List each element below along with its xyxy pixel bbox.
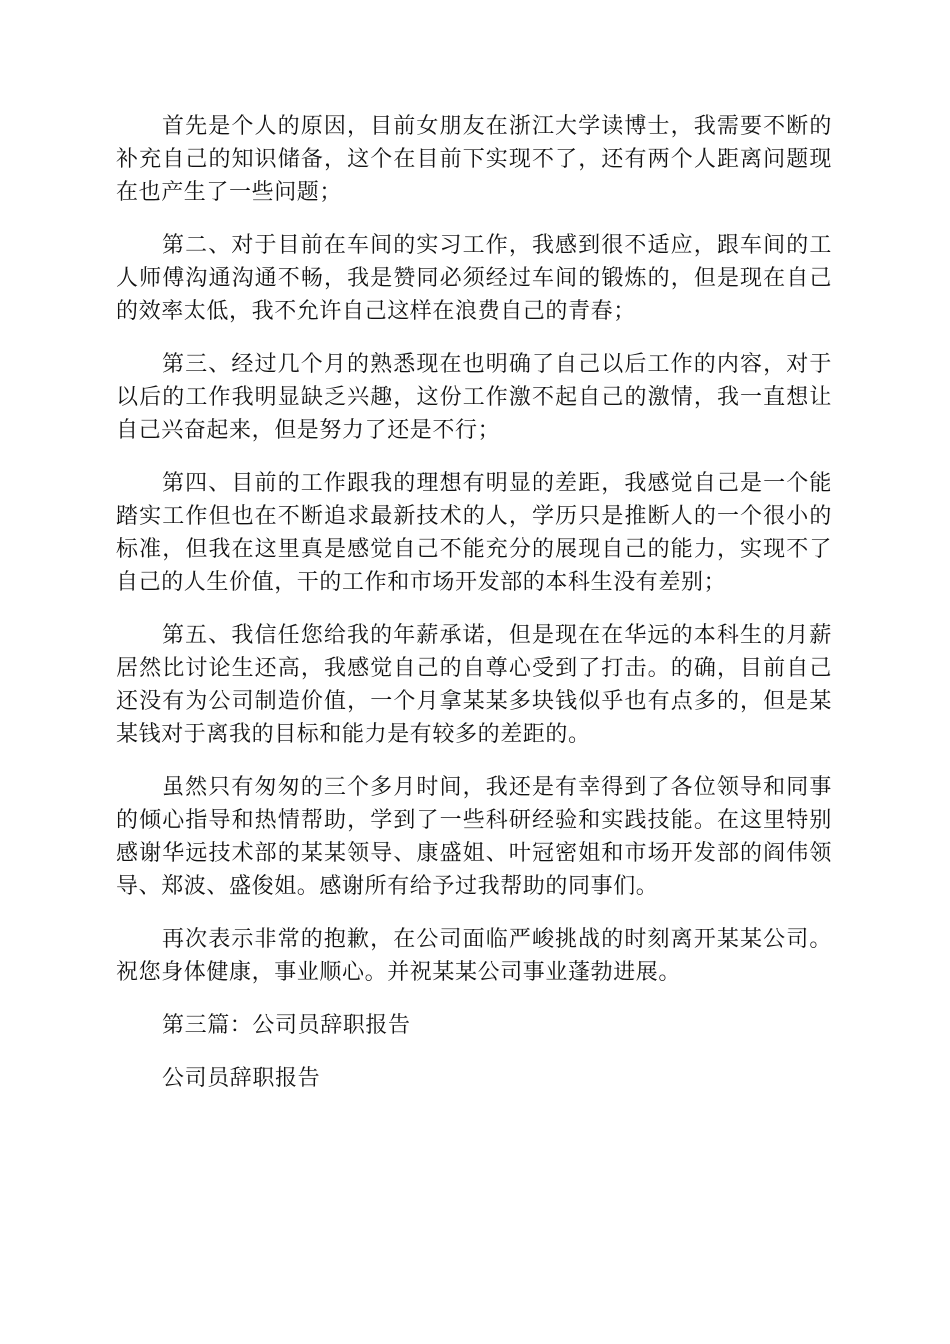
- paragraph-personal-reason: 首先是个人的原因，目前女朋友在浙江大学读博士，我需要不断的补充自己的知识储备，这个在目前下实现不了，还有两个人距离问题现在也产生了一些问题；: [116, 114, 832, 205]
- paragraph-apology: 再次表示非常的抱歉，在公司面临严峻挑战的时刻离开某某公司。祝您身体健康，事业顺心。并祝某某公司事业蓬勃进展。: [116, 927, 832, 985]
- paragraph-reason-five: 第五、我信任您给我的年薪承诺，但是现在在华远的本科生的月薪居然比讨论生还高，我感觉自己的自尊心受到了打击。的确，目前自己还没有为公司制造价值，一个月拿某某多块钱似乎也有点多的，但是某某钱对于离我的目标和能力是有较多的差距的。: [116, 623, 832, 747]
- paragraph-reason-three: 第三、经过几个月的熟悉现在也明确了自己以后工作的内容，对于以后的工作我明显缺乏兴趣，这份工作激不起自己的激情，我一直想让自己兴奋起来，但是努力了还是不行；: [116, 352, 832, 443]
- section-heading: 第三篇：公司员辞职报告: [162, 1013, 411, 1038]
- document-title: 公司员辞职报告: [162, 1066, 321, 1091]
- paragraph-reason-four: 第四、目前的工作跟我的理想有明显的差距，我感觉自己是一个能踏实工作但也在不断追求最新技术的人，学历只是推断人的一个很小的标准，但我在这里真是感觉自己不能充分的展现自己的能力，实现不了自己的人生价值，干的工作和市场开发部的本科生没有差别；: [116, 471, 832, 595]
- paragraph-reason-two: 第二、对于目前在车间的实习工作，我感到很不适应，跟车间的工人师傅沟通沟通不畅，我是赞同必须经过车间的锻炼的，但是现在自己的效率太低，我不允许自己这样在浪费自己的青春；: [116, 233, 832, 324]
- paragraph-thanks: 虽然只有匆匆的三个多月时间，我还是有幸得到了各位领导和同事的倾心指导和热情帮助，学到了一些科研经验和实践技能。在这里特别感谢华远技术部的某某领导、康盛姐、叶冠密姐和市场开发部的阎伟领导、郑波、盛俊姐。感谢所有给予过我帮助的同事们。: [116, 775, 832, 899]
